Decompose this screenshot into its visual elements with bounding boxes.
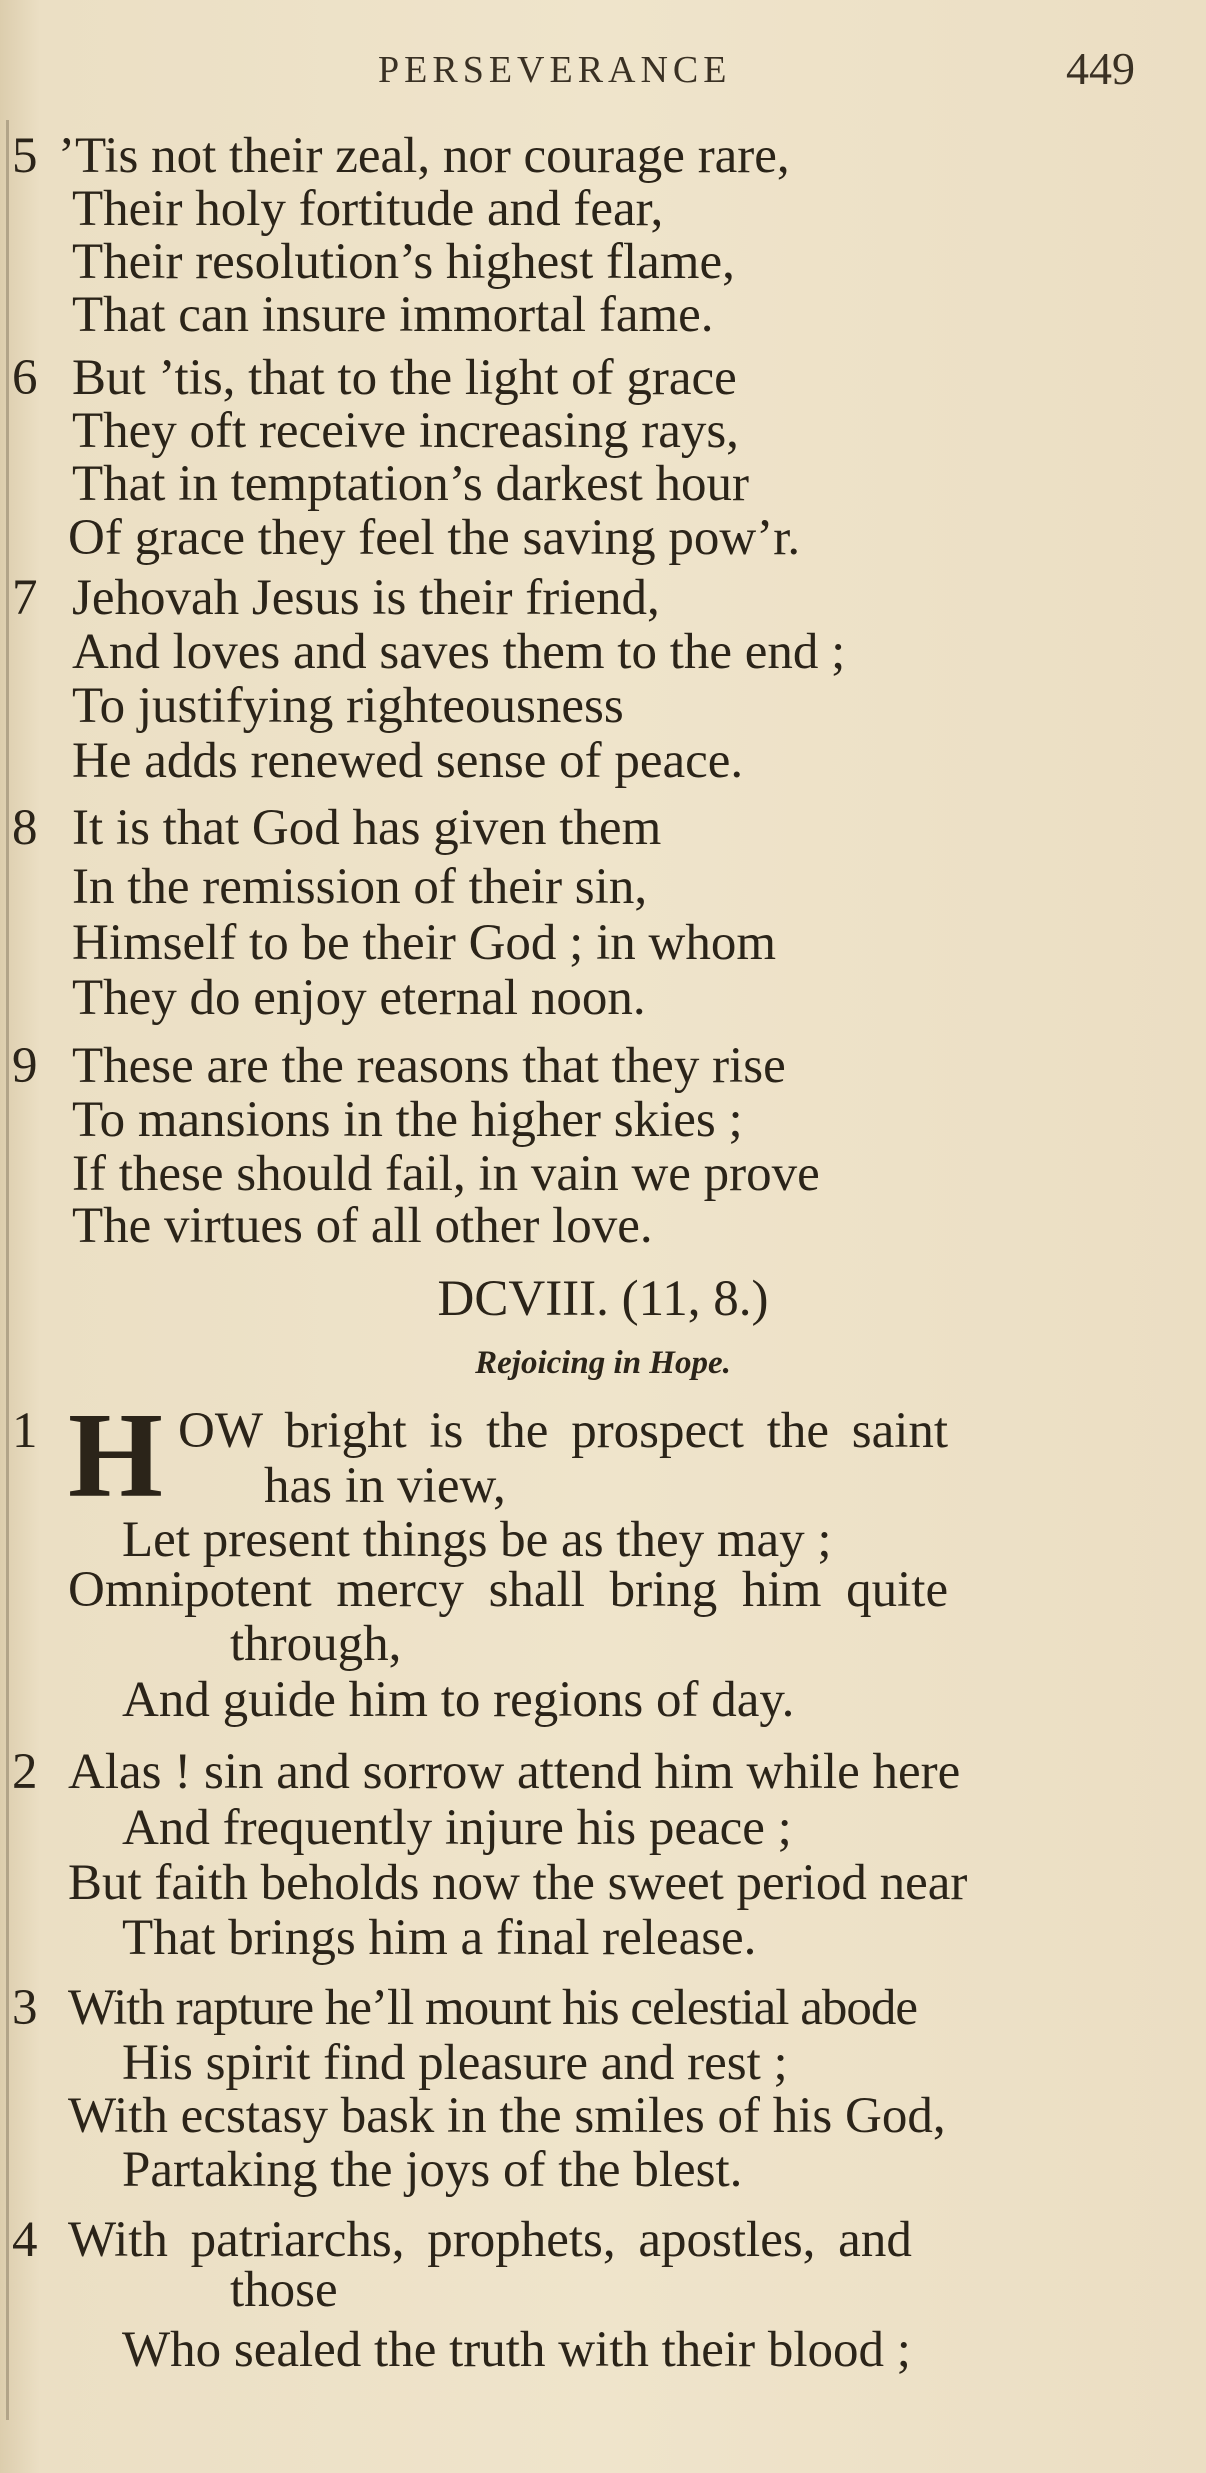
verse-number: 3 <box>12 1980 38 2036</box>
verse-line: In the remission of their sin, <box>72 859 648 915</box>
verse-line: ’Tis not their zeal, nor courage rare, <box>58 128 790 184</box>
verse-line: They do enjoy eternal noon. <box>72 970 646 1026</box>
verse-line: Who sealed the truth with their blood ; <box>122 2322 911 2378</box>
verse-line: But ’tis, that to the light of grace <box>72 350 737 406</box>
running-title: PERSEVERANCE <box>378 49 732 91</box>
verse-line: those <box>230 2262 338 2318</box>
verse-line: That can insure immortal fame. <box>72 287 714 343</box>
verse-line: Himself to be their God ; in whom <box>72 915 776 971</box>
verse-line: It is that God has given them <box>72 800 662 856</box>
verse-line: And loves and saves them to the end ; <box>72 624 846 680</box>
page-header <box>0 40 1206 100</box>
verse-line: And frequently injure his peace ; <box>122 1800 792 1856</box>
verse-line: That in temptation’s darkest hour <box>72 456 750 512</box>
verse-number: 1 <box>12 1403 38 1459</box>
verse-line: With ecstasy bask in the smiles of his God, <box>68 2088 946 2144</box>
verse-line: With rapture he’ll mount his celestial abode <box>68 1980 917 2036</box>
verse-number: 7 <box>12 570 38 626</box>
verse-line: Omnipotent mercy shall bring him quite <box>68 1562 949 1618</box>
drop-cap: H <box>68 1388 163 1523</box>
verse-line: Their holy fortitude and fear, <box>72 181 664 237</box>
verse-line: Partaking the joys of the blest. <box>122 2142 743 2198</box>
verse-line: The virtues of all other love. <box>72 1198 653 1254</box>
verse-line: Jehovah Jesus is their friend, <box>72 570 660 626</box>
verse-line: That brings him a final release. <box>122 1910 757 1966</box>
verse-line: These are the reasons that they rise <box>72 1038 786 1094</box>
verse-line: And guide him to regions of day. <box>122 1672 795 1728</box>
verse-number: 8 <box>12 800 38 856</box>
verse-line: through, <box>230 1616 402 1672</box>
verse-line: Let present things be as they may ; <box>122 1512 832 1568</box>
verse-line: He adds renewed sense of peace. <box>72 733 744 789</box>
verse-line: To justifying righteousness <box>72 678 624 734</box>
verse-line: They oft receive increasing rays, <box>72 403 739 459</box>
hymn-subtitle: Rejoicing in Hope. <box>475 1345 731 1381</box>
verse-line: Their resolution’s highest flame, <box>72 234 735 290</box>
verse-number: 2 <box>12 1744 38 1800</box>
verse-line: His spirit find pleasure and rest ; <box>122 2035 788 2091</box>
verse-line: Of grace they feel the saving pow’r. <box>68 510 801 566</box>
verse-line: To mansions in the higher skies ; <box>72 1092 743 1148</box>
verse-line: If these should fail, in vain we prove <box>72 1146 820 1202</box>
hymn-heading: DCVIII. (11, 8.) <box>437 1271 769 1327</box>
verse-number: 5 <box>12 128 38 184</box>
page-number: 449 <box>1066 43 1135 94</box>
verse-number: 4 <box>12 2212 38 2268</box>
verse-line: OW bright is the prospect the saint <box>178 1403 949 1459</box>
verse-line: has in view, <box>264 1458 506 1514</box>
verse-line: But faith beholds now the sweet period near <box>68 1855 968 1911</box>
verse-number: 6 <box>12 350 38 406</box>
verse-line: Alas ! sin and sorrow attend him while here <box>68 1744 961 1800</box>
verse-number: 9 <box>12 1038 38 1094</box>
verse-line: With patriarchs, prophets, apostles, and <box>68 2212 912 2268</box>
